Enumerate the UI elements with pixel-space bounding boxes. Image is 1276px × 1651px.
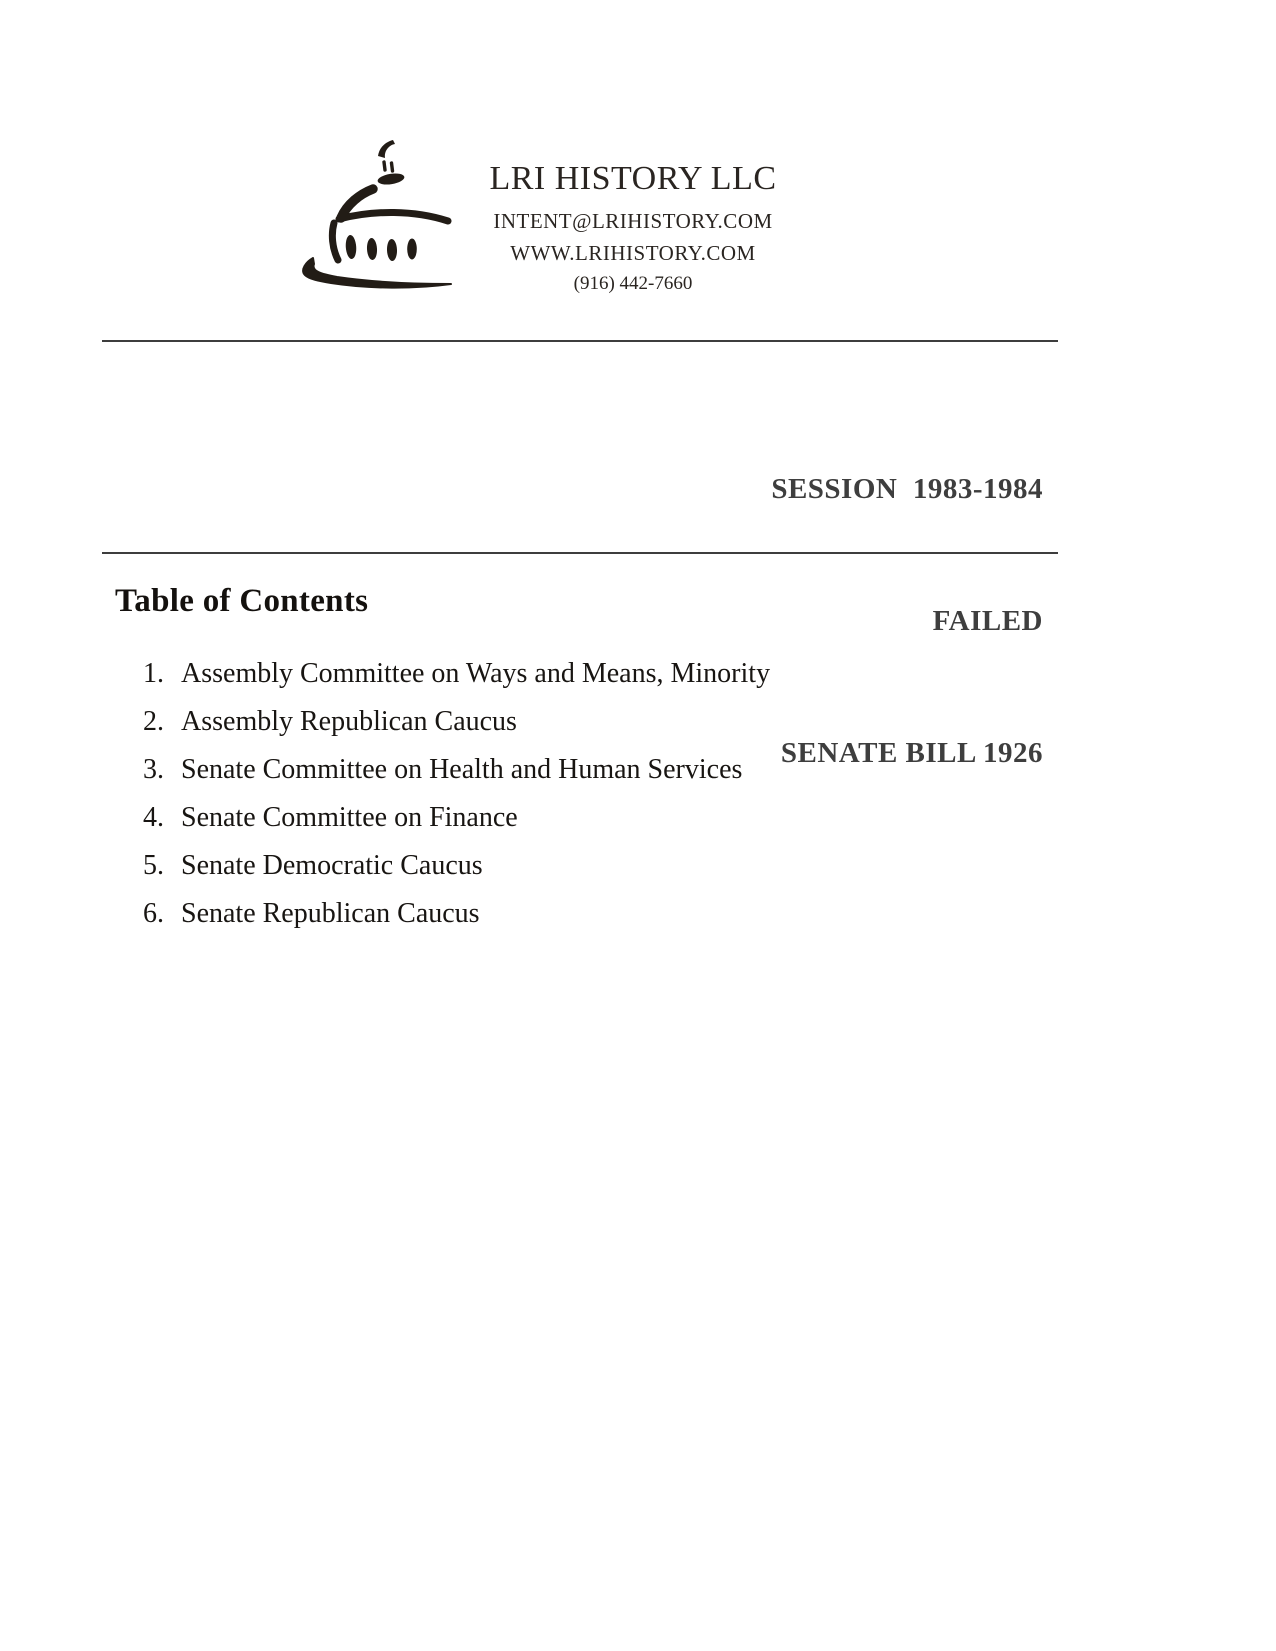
toc-item-number: 3. [143,754,164,785]
toc-item-number: 4. [143,802,164,833]
toc-item-label: Senate Committee on Finance [181,802,518,833]
toc-item-number: 6. [143,898,164,929]
toc-item [143,842,1043,890]
letterhead [452,159,814,299]
toc-item-number: 5. [143,850,164,881]
company-website: WWW.LRIHISTORY.COM [510,241,756,265]
company-email: INTENT@LRIHISTORY.COM [493,209,773,233]
toc-list [143,650,1043,938]
company-phone: (916) 442-7660 [573,273,693,294]
toc-item-label: Senate Republican Caucus [181,898,480,929]
toc-item-number: 2. [143,706,164,737]
toc-item-label: Assembly Republican Caucus [181,706,517,737]
toc-item-label: Senate Committee on Health and Human Services [181,754,743,785]
status-line: FAILED [932,605,1043,637]
toc-item [143,698,1043,746]
bill-line: SENATE BILL 1926 [780,737,1043,769]
divider-top [102,340,1058,342]
toc-item [143,746,1043,794]
toc-item [143,794,1043,842]
company-name: LRI HISTORY LLC [489,160,777,197]
toc-item-label: Assembly Committee on Ways and Means, Minority [181,658,771,689]
toc-item [143,650,1043,698]
toc-title: Table of Contents [115,583,369,619]
toc-item-number: 1. [143,658,164,689]
toc-item-label: Senate Democratic Caucus [181,850,483,881]
divider-bottom [102,552,1058,554]
toc-item [143,890,1043,938]
capitol-dome-logo [298,131,463,293]
session-line: SESSION 1983-1984 [771,473,1043,505]
